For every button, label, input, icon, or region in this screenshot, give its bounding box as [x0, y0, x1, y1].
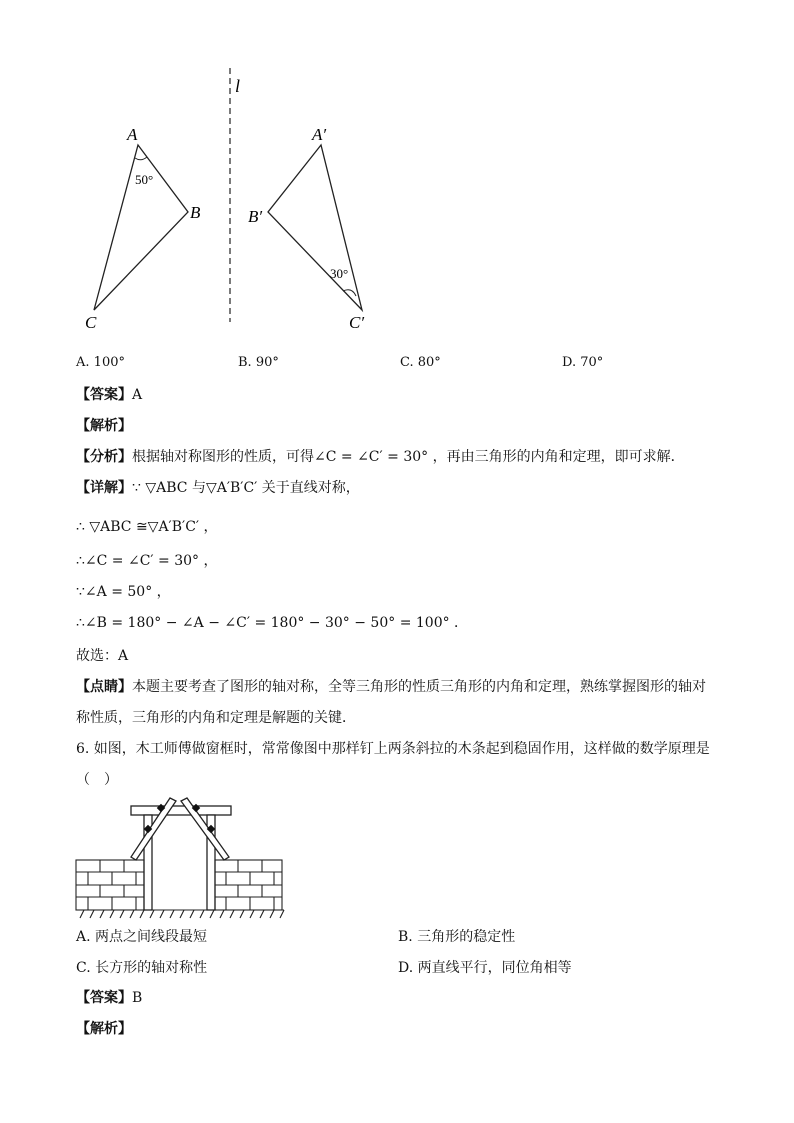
angle-c2-value: 30° [330, 266, 349, 281]
axis-label: l [235, 76, 241, 96]
q5-option-d: D. 70° [562, 355, 604, 370]
q6-option-d: D. 两直线平行，同位角相等 [398, 960, 572, 976]
q5-step-4: ∴∠B = 180° − ∠A − ∠C′ = 180° − 30° − 50° = 100° ． [76, 615, 469, 631]
q5-step-1: ∴ ▽ABC ≅▽A′B′C′ ， [76, 519, 218, 535]
nail-icon [157, 804, 165, 812]
q5-dianjing: 【点睛】本题主要考查了图形的轴对称，全等三角形的性质三角形的内角和定理，熟练掌握图形的轴对 [76, 679, 706, 695]
left-brick-wall [76, 860, 144, 910]
q5-step-3: ∵∠A = 50° ， [76, 584, 171, 600]
triangle-a2b2c2 [268, 145, 362, 310]
angle-a-arc [135, 157, 147, 160]
label-b: B [190, 203, 201, 222]
label-a: A [127, 125, 138, 144]
label-c-prime: C′ [349, 313, 365, 332]
q5-fenxi: 【分析】根据轴对称图形的性质，可得∠C = ∠C′ = 30° ，再由三角形的内角和定理，即可求解． [76, 449, 685, 465]
q5-option-a: A. 100° [76, 355, 125, 370]
symmetry-triangles-figure [0, 0, 794, 345]
q5-dianjing-cont: 称性质，三角形的内角和定理是解题的关键． [76, 710, 356, 726]
q5-answer: 【答案】A [76, 387, 143, 403]
frame-left-post [144, 815, 152, 910]
q6-stem-paren: （ ） [76, 772, 118, 788]
q5-option-b: B. 90° [238, 355, 279, 370]
q5-option-c: C. 80° [400, 355, 441, 370]
nail-icon [144, 825, 152, 833]
q6-stem: 6. 如图，木工师傅做窗框时，常常像图中那样钉上两条斜拉的木条起到稳固作用，这样做的数学原理是 [76, 741, 710, 757]
angle-a-value: 50° [135, 172, 154, 187]
right-brick-wall [215, 860, 282, 910]
q5-choice: 故选：A [76, 648, 129, 664]
nail-icon [207, 825, 215, 833]
label-b-prime: B′ [248, 207, 263, 226]
q5-step-2: ∴∠C = ∠C′ = 30° ， [76, 553, 218, 569]
q5-xiangjie: 【详解】∵ ▽ABC 与▽A′B′C′ 关于直线对称， [76, 480, 360, 496]
nail-icon [192, 804, 200, 812]
q6-analysis-heading: 【解析】 [76, 1021, 132, 1037]
frame-top-beam [131, 806, 231, 815]
right-brace [181, 798, 229, 860]
q6-option-a: A. 两点之间线段最短 [76, 929, 208, 945]
left-brace [131, 798, 176, 860]
q5-analysis-heading: 【解析】 [76, 418, 132, 434]
q6-option-c: C. 长方形的轴对称性 [76, 960, 208, 976]
label-a-prime: A′ [312, 125, 327, 144]
triangle-abc [94, 145, 188, 310]
frame-right-post [207, 815, 215, 910]
label-c: C [85, 313, 97, 332]
q6-answer: 【答案】B [76, 990, 143, 1006]
q6-option-b: B. 三角形的稳定性 [398, 929, 516, 945]
